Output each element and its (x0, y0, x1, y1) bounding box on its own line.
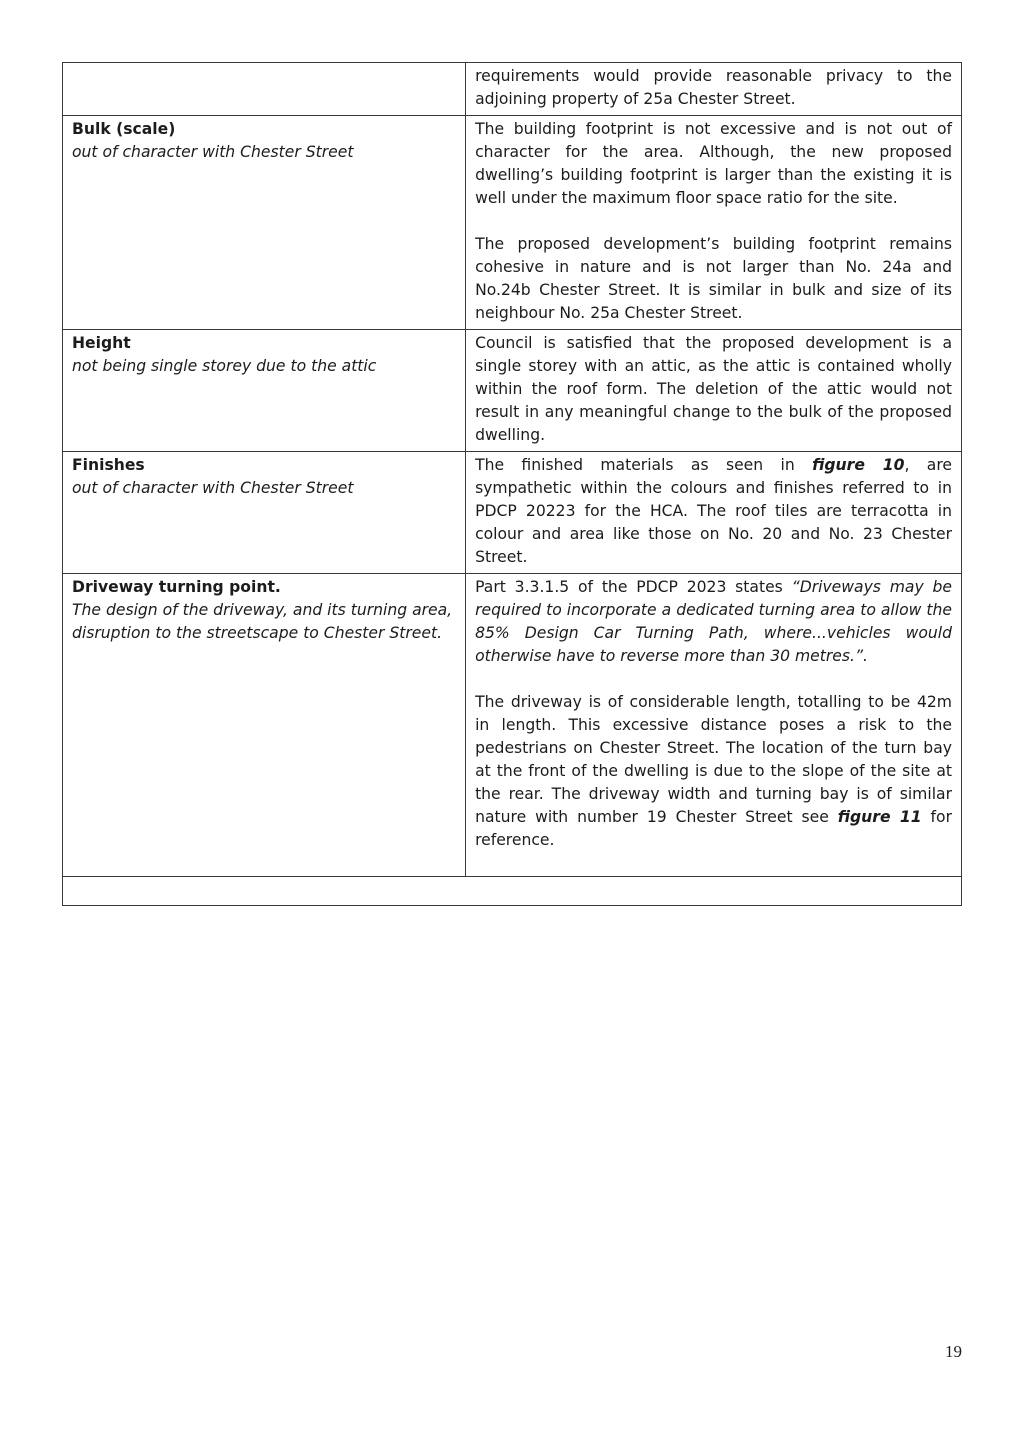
response-paragraph: requirements would provide reasonable privacy to the adjoining property of 25a Chester Street. (475, 67, 952, 108)
table-row (63, 63, 962, 116)
assessment-table (62, 62, 962, 906)
criteria-cell (63, 330, 466, 452)
empty-cell (63, 877, 962, 906)
table-row (63, 116, 962, 330)
response-paragraph: The building footprint is not excessive and is not out of character for the area. Although, the new proposed dwelling’s building footprint is larger than the existing it is well under the maximum floor space ratio for the site. (475, 120, 952, 207)
response-paragraph (475, 691, 952, 852)
figure-reference: figure 11 (837, 808, 922, 826)
criteria-heading: Height (72, 334, 131, 352)
text-run: Part 3.3.1.5 of the PDCP 2023 states (475, 578, 792, 596)
criteria-cell (63, 574, 466, 877)
table-row (63, 330, 962, 452)
text-run: The driveway is of considerable length, totalling to be 42m in length. This excessive distance poses a risk to the pedestrians on Chester Street. The location of the turn bay at the front of the dwelling is due to the slope of the site at the rear. The driveway width and turning bay is of similar nature with number 19 Chester Street see (475, 693, 952, 826)
response-paragraph (475, 576, 952, 668)
quoted-text: “Driveways may be required to incorporate a dedicated turning area to allow the 85% Design Car Turning Path, where...vehicles would otherwise have to reverse more than 30 metres.”. (475, 578, 952, 665)
response-paragraph: Council is satisfied that the proposed development is a single storey with an attic, as the attic is contained wholly within the roof form. The deletion of the attic would not result in any meaningful change to the bulk of the proposed dwelling. (475, 334, 952, 444)
criteria-description: not being single storey due to the attic (72, 357, 377, 375)
criteria-heading: Bulk (scale) (72, 120, 176, 138)
response-paragraph: The proposed development’s building footprint remains cohesive in nature and is not larger than No. 24a and No.24b Chester Street. It is similar in bulk and size of its neighbour No. 25a Chester Street. (475, 235, 952, 322)
figure-reference: figure 10 (812, 456, 905, 474)
table-row (63, 877, 962, 906)
response-cell (466, 63, 962, 116)
criteria-cell (63, 116, 466, 330)
text-run: , are sympathetic within the colours and finishes referred to in PDCP 20223 for the HCA. The roof tiles are terracotta in colour and area like those on No. 20 and No. 23 Chester Street. (475, 456, 952, 566)
criteria-cell (63, 63, 466, 116)
criteria-description: out of character with Chester Street (72, 479, 354, 497)
table-row (63, 452, 962, 574)
page-number: 19 (945, 1342, 962, 1361)
response-cell (466, 452, 962, 574)
response-paragraph (475, 454, 952, 569)
response-cell (466, 574, 962, 877)
response-cell (466, 330, 962, 452)
criteria-description: The design of the driveway, and its turning area, disruption to the streetscape to Chester Street. (72, 601, 453, 642)
criteria-cell (63, 452, 466, 574)
criteria-description: out of character with Chester Street (72, 143, 354, 161)
criteria-heading: Driveway turning point. (72, 578, 281, 596)
text-run: The finished materials as seen in (475, 456, 813, 474)
criteria-heading: Finishes (72, 456, 145, 474)
table-row (63, 574, 962, 877)
text-run: for reference. (475, 808, 952, 849)
response-cell (466, 116, 962, 330)
